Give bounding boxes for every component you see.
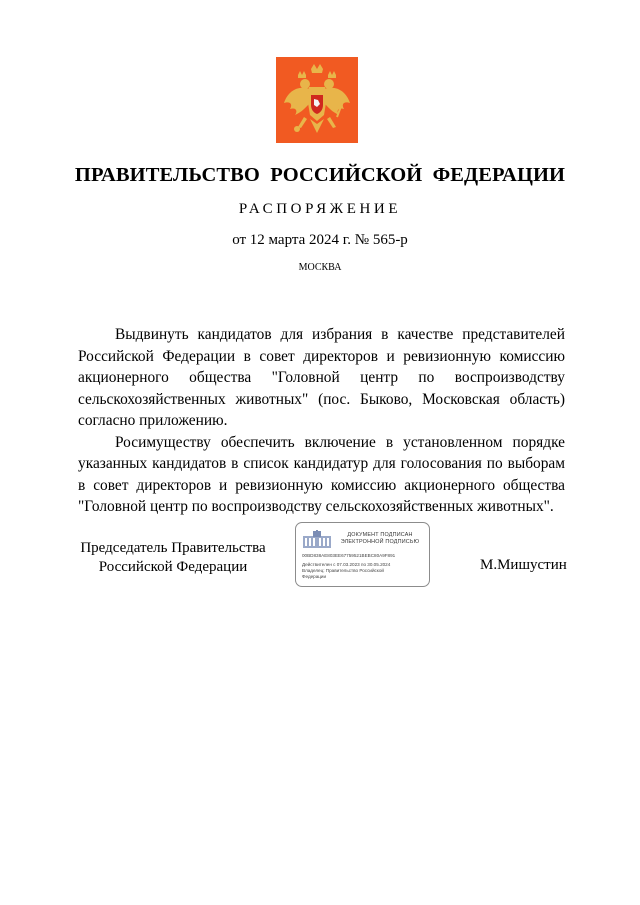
stamp-heading-line: ДОКУМЕНТ ПОДПИСАН — [347, 532, 413, 538]
document-type: РАСПОРЯЖЕНИЕ — [238, 201, 402, 217]
document-body — [78, 324, 565, 518]
signer-position-line: Российской Федерации — [98, 559, 248, 575]
stamp-heading — [332, 532, 428, 546]
stamp-heading-line: ЭЛЕКТРОННОЙ ПОДПИСЬЮ — [340, 539, 420, 545]
stamp-certificate-number: 00BD838AE803EE67759521BEBC80A9F891 — [302, 553, 396, 558]
body-paragraph: Росимуществу обеспечить включение в установленном порядке указанных кандидатов в список кандидатур для голосования по выборам в совет директоров и ревизионную комиссию акционерного общества "Головной центр по воспроизводству сельскохозяйственных животных". — [78, 433, 565, 515]
stamp-owner-line: Федерации — [302, 574, 327, 579]
stamp-validity: Действителен с 07.03.2023 по 30.05.2024 — [302, 562, 391, 567]
signer-name: М.Мишустин — [480, 557, 567, 573]
document-issuer-title: ПРАВИТЕЛЬСТВО РОССИЙСКОЙ ФЕДЕРАЦИИ — [74, 164, 566, 186]
electronic-signature-stamp — [295, 522, 430, 587]
signer-position-line: Председатель Правительства — [80, 540, 266, 556]
body-paragraph: Выдвинуть кандидатов для избрания в качестве представителей Российской Федерации в совет директоров и ревизионную комиссию акционерного общества "Головной центр по воспроизводству сельскохозяйственных животных" (пос. Быково, Московская область) согласно приложению. — [78, 326, 565, 429]
coat-of-arms-icon — [276, 57, 358, 143]
document-date-number: от 12 марта 2024 г. № 565-р — [232, 232, 408, 248]
stamp-owner-line: Владелец: Правительство Российской — [302, 568, 384, 573]
document-city: МОСКВА — [298, 262, 342, 273]
signer-position — [78, 539, 268, 577]
government-building-icon — [302, 530, 332, 550]
